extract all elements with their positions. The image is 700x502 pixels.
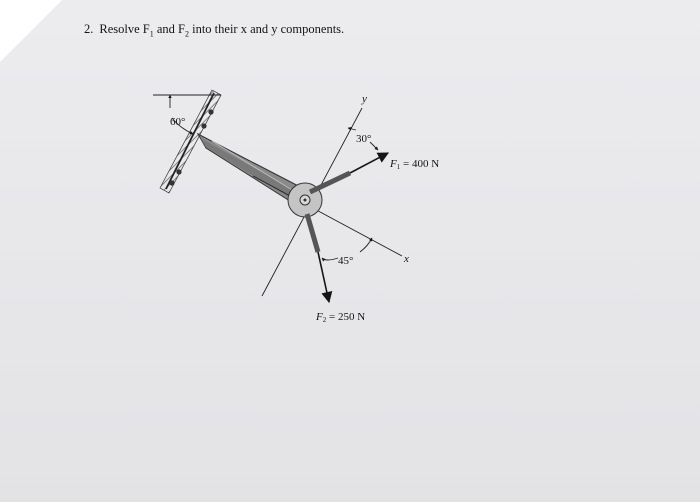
f1-subscript: 1 <box>396 163 401 171</box>
f1-label <box>389 158 439 171</box>
x-axis-label: x <box>404 253 409 265</box>
problem-subscript-1: 1 <box>149 29 154 39</box>
f2-letter: F <box>316 311 323 323</box>
force-f1 <box>310 153 388 192</box>
f1-value: = 400 N <box>400 158 440 170</box>
problem-text-end: into their x and y components. <box>188 22 345 36</box>
problem-text-middle: and F <box>153 22 185 36</box>
problem-number: 2. <box>84 22 94 36</box>
force-f2 <box>307 214 329 302</box>
f2-subscript: 2 <box>322 316 327 324</box>
coordinate-axes <box>253 108 402 296</box>
f1-letter: F <box>390 158 397 170</box>
f2-angle-label: 45° <box>338 255 354 267</box>
f2-label <box>315 311 365 324</box>
f2-value: = 250 N <box>326 311 366 323</box>
f1-angle-label: 30° <box>356 133 372 145</box>
problem-text-start: Resolve F <box>99 22 150 36</box>
wall-angle-label: 60° <box>170 116 186 128</box>
y-axis-label: y <box>362 93 367 105</box>
problem-subscript-2: 2 <box>184 29 189 39</box>
